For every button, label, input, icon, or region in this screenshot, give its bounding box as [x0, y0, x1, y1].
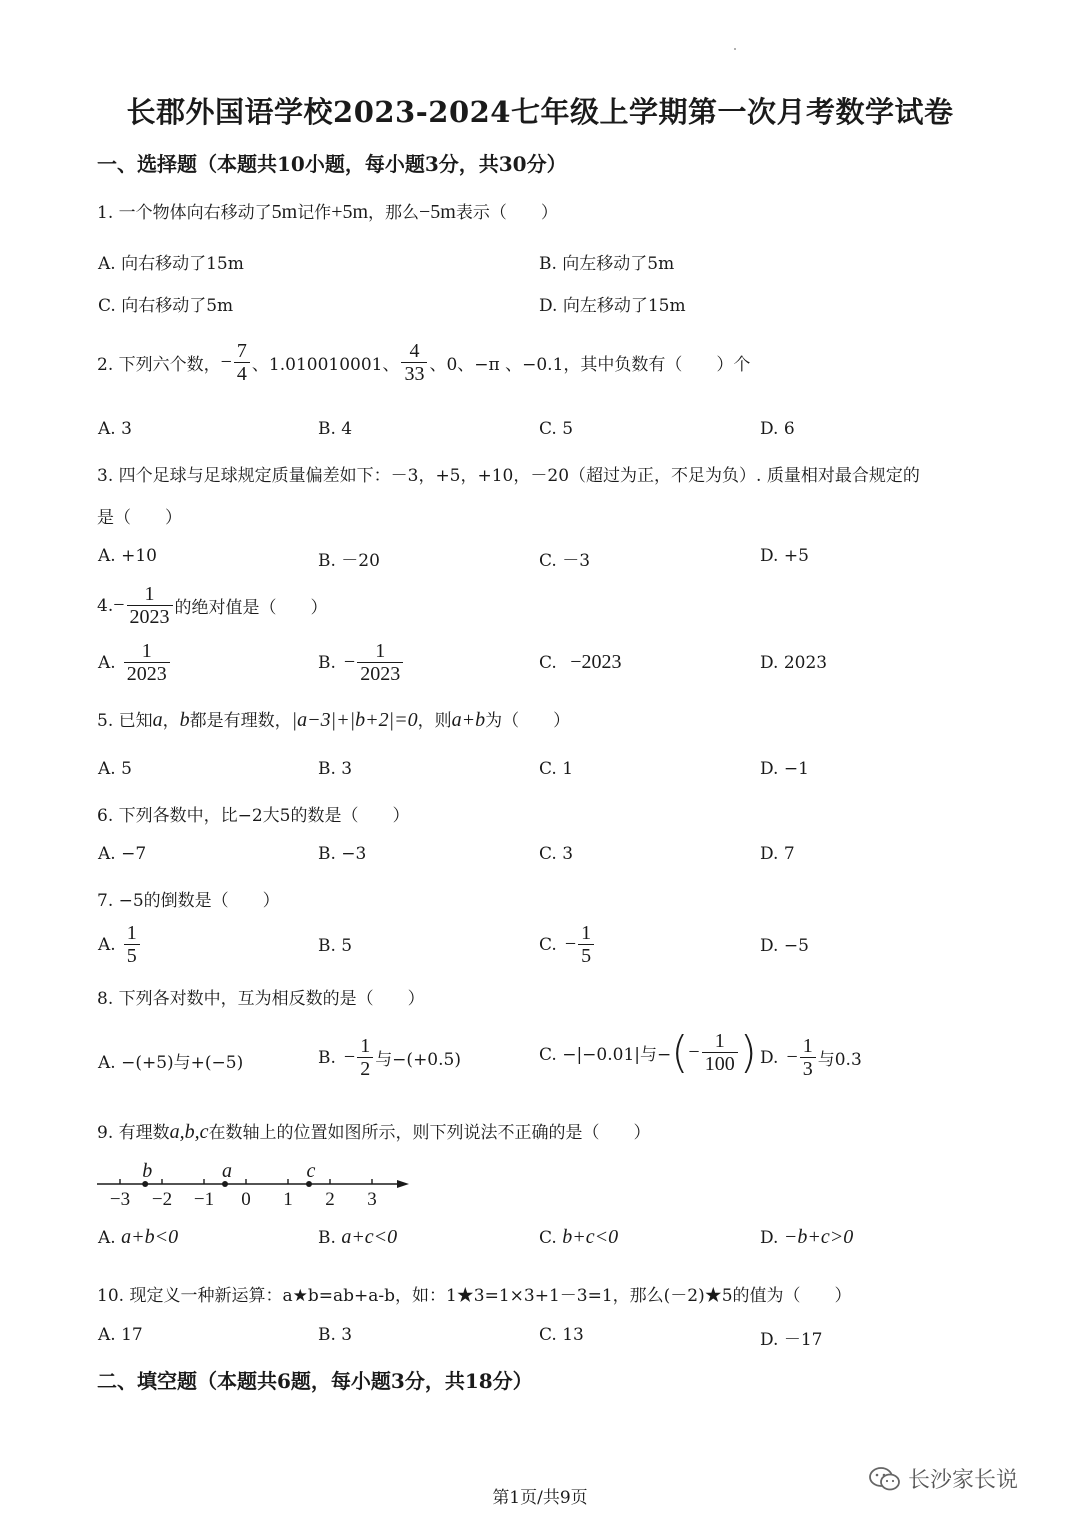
option-label: B.: [318, 1047, 336, 1068]
fraction-1-100: [702, 1030, 738, 1075]
question-2-text: 2. 下列六个数，: [97, 355, 221, 375]
q5-option-b[interactable]: B. 3: [318, 759, 353, 779]
question-5-text: 为（ ）: [485, 711, 571, 731]
math-5m: 5m: [271, 201, 298, 223]
q6-option-b[interactable]: B. −3: [318, 844, 367, 864]
fraction-1-2023: [124, 640, 170, 685]
question-3-line-1: 3. 四个足球与足球规定质量偏差如下：－3，+5，+10，－20（超过为正，不足为负）. 质量相对最合规定的: [97, 466, 920, 486]
section-heading-fill: 二、填空题（本题共6题，每小题3分，共18分）: [97, 1369, 533, 1393]
axis-tick-label: 1: [283, 1189, 293, 1210]
numerator: 1: [141, 640, 152, 662]
fraction-1-5: [578, 922, 594, 967]
wechat-icon: [868, 1465, 902, 1493]
question-4: [97, 583, 328, 628]
option-label: C. −|−0.01|与−: [539, 1045, 672, 1065]
point-label-a: a: [222, 1160, 232, 1182]
q1-option-a[interactable]: A. 向右移动了15m: [98, 254, 244, 274]
q2-option-a[interactable]: A. 3: [98, 419, 132, 439]
q4-option-b[interactable]: [318, 640, 405, 685]
q6-option-c[interactable]: C. 3: [539, 844, 574, 864]
minus-sign: −: [220, 351, 232, 373]
q8-option-d[interactable]: [760, 1035, 862, 1080]
question-8: 8. 下列各对数中，互为相反数的是（ ）: [97, 989, 425, 1009]
question-6: 6. 下列各数中，比−2大5的数是（ ）: [97, 806, 410, 826]
q10-option-a[interactable]: A. 17: [98, 1325, 143, 1345]
axis-tick-label: 2: [325, 1189, 335, 1210]
question-5-text: ，则: [417, 711, 452, 731]
denominator: 33: [401, 362, 427, 385]
numerator: 1: [802, 1035, 813, 1057]
fraction-1-2023: [127, 583, 173, 628]
point-label-b: b: [142, 1160, 153, 1182]
right-paren: ): [739, 1026, 757, 1078]
option-text: 与0.3: [817, 1050, 862, 1070]
q8-option-a[interactable]: A. −(+5)与+(−5): [98, 1053, 244, 1073]
axis-tick-label: 3: [367, 1189, 377, 1210]
fraction-4-33: [401, 340, 427, 385]
question-1: [97, 198, 558, 224]
denominator: 2023: [124, 662, 170, 685]
axis-tick-label: −3: [109, 1189, 131, 1210]
numerator: 1: [360, 1035, 371, 1057]
point-label-c: c: [306, 1160, 316, 1182]
fraction-1-5: [124, 922, 140, 967]
denominator: 5: [124, 944, 140, 967]
q4-option-c[interactable]: [539, 651, 622, 674]
q2-option-c[interactable]: C. 5: [539, 419, 574, 439]
numerator: 1: [375, 640, 386, 662]
variable-b: b: [179, 709, 190, 731]
q9-option-c[interactable]: [539, 1226, 618, 1249]
q9-option-d[interactable]: [760, 1226, 853, 1249]
numerator: 1: [126, 922, 137, 944]
option-label: A.: [98, 1228, 116, 1248]
denominator: 3: [800, 1057, 816, 1080]
q6-option-a[interactable]: A. −7: [98, 844, 147, 864]
question-9-text: 9. 有理数: [97, 1123, 170, 1143]
speck: [734, 48, 736, 50]
minus-sign: −: [688, 1041, 700, 1063]
minus-sign: −: [564, 933, 577, 955]
option-label: C.: [539, 1228, 557, 1248]
fraction-1-2: [357, 1035, 373, 1080]
q7-option-a[interactable]: [98, 922, 142, 967]
q4-option-d[interactable]: D. 2023: [760, 653, 828, 673]
question-1-text: 1. 一个物体向右移动了: [97, 203, 272, 223]
number-line-points: [142, 1160, 315, 1187]
denominator: 2023: [357, 662, 403, 685]
page-footer: 第1页/共9页: [492, 1488, 588, 1508]
option-text: 与−(+0.5): [375, 1050, 461, 1070]
left-paren: (: [671, 1026, 689, 1078]
axis-tick-label: −1: [193, 1189, 215, 1210]
question-9-text: 在数轴上的位置如图所示，则下列说法不正确的是（ ）: [208, 1123, 651, 1143]
option-label: C.: [539, 934, 557, 955]
q6-option-d[interactable]: D. 7: [760, 844, 795, 864]
math-expression: a+c<0: [341, 1226, 398, 1248]
option-label: D.: [760, 1228, 779, 1248]
denominator: 5: [578, 944, 594, 967]
question-1-text: 记作: [297, 203, 332, 223]
q5-option-c[interactable]: C. 1: [539, 759, 574, 779]
q2-option-b[interactable]: B. 4: [318, 419, 353, 439]
question-1-text: 表示（ ）: [455, 203, 558, 223]
section-heading-choice: 一、选择题（本题共10小题，每小题3分，共30分）: [97, 152, 567, 176]
minus-sign: −: [113, 594, 125, 616]
q8-option-c[interactable]: [539, 1026, 757, 1078]
option-label: A.: [98, 934, 116, 955]
q3-option-c[interactable]: C. －3: [539, 551, 591, 571]
question-10: 10. 现定义一种新运算：a★b=ab+a-b，如：1★3=1×3+1－3=1，那么(－2)★5的值为（ ）: [97, 1286, 852, 1306]
denominator: 2: [357, 1057, 373, 1080]
page-title: 长郡外国语学校2023-2024七年级上学期第一次月考数学试卷: [126, 95, 954, 129]
question-3-line-2: 是（ ）: [97, 508, 182, 528]
q7-option-b[interactable]: B. 5: [318, 936, 353, 956]
question-2-text: 、0、−π 、−0.1，其中负数有（ ）个: [429, 355, 751, 375]
option-label: D.: [760, 1047, 779, 1068]
numerator: 7: [236, 340, 247, 362]
fraction-1-2023: [357, 640, 403, 685]
q8-option-b[interactable]: [318, 1035, 461, 1080]
math-expression: |a−3|+|b+2|=0: [291, 709, 418, 731]
option-label: A.: [98, 652, 116, 673]
option-label: B.: [318, 652, 336, 673]
math-expression: b+c<0: [562, 1226, 619, 1248]
option-label: B.: [318, 1228, 336, 1248]
q3-option-d[interactable]: D. +5: [760, 546, 809, 566]
q1-option-d[interactable]: D. 向左移动了15m: [539, 296, 686, 316]
q10-option-d[interactable]: D. －17: [760, 1330, 823, 1350]
math-plus-5m: +5m: [331, 201, 369, 223]
q7-option-d[interactable]: D. −5: [760, 936, 809, 956]
axis-tick-label: 0: [241, 1189, 251, 1210]
numerator: 4: [409, 340, 420, 362]
q7-option-c[interactable]: [539, 922, 596, 967]
question-4-text: 的绝对值是（ ）: [174, 598, 328, 618]
question-9: [97, 1118, 651, 1144]
q3-option-a[interactable]: A. +10: [98, 546, 157, 566]
q5-option-d[interactable]: D. −1: [760, 759, 809, 779]
variables-abc: a,b,c: [169, 1121, 209, 1143]
q1-option-b[interactable]: B. 向左移动了5m: [539, 254, 675, 274]
minus-sign: −: [343, 1046, 356, 1068]
math-expression: a+b: [451, 709, 486, 731]
numerator: 1: [714, 1030, 725, 1052]
question-5-text: ，: [162, 711, 180, 731]
math-minus-5m: −5m: [419, 201, 456, 223]
question-5-text: 5. 已知: [97, 711, 153, 731]
math-expression: a+b<0: [121, 1226, 179, 1248]
question-2: [97, 340, 750, 385]
number-line-figure: [95, 1158, 415, 1214]
q3-option-b[interactable]: B. －20: [318, 551, 380, 571]
question-4-text: 4.: [97, 595, 114, 616]
question-1-text: ，那么: [368, 203, 420, 223]
math-value: −2023: [570, 651, 622, 673]
watermark-text: 长沙家长说: [908, 1468, 1019, 1493]
minus-sign: −: [786, 1046, 798, 1068]
q10-option-b[interactable]: B. 3: [318, 1325, 353, 1345]
minus-sign: −: [343, 651, 356, 673]
question-7: 7. −5的倒数是（ ）: [97, 891, 280, 911]
denominator: 100: [702, 1052, 738, 1075]
numerator: 1: [144, 583, 155, 605]
question-5-text: 都是有理数，: [189, 711, 292, 731]
math-expression: −b+c>0: [783, 1226, 854, 1248]
axis-tick-label: −2: [151, 1189, 173, 1210]
question-2-text: 、1.010010001、: [251, 355, 400, 375]
fraction-7-4: [234, 340, 250, 385]
axis-arrow-icon: [397, 1180, 409, 1188]
q9-option-b[interactable]: [318, 1226, 397, 1249]
q2-option-d[interactable]: D. 6: [760, 419, 795, 439]
q5-option-a[interactable]: A. 5: [98, 759, 132, 779]
denominator: 2023: [127, 605, 173, 628]
watermark: [868, 1463, 1018, 1494]
q9-option-a[interactable]: [98, 1226, 178, 1249]
denominator: 4: [234, 362, 250, 385]
q10-option-c[interactable]: C. 13: [539, 1325, 584, 1345]
numerator: 1: [581, 922, 592, 944]
fraction-1-3: [800, 1035, 816, 1080]
variable-a: a: [152, 709, 163, 731]
q4-option-a[interactable]: [98, 640, 172, 685]
q1-option-c[interactable]: C. 向右移动了5m: [98, 296, 234, 316]
question-5: [97, 706, 570, 732]
option-label: C.: [539, 653, 557, 673]
